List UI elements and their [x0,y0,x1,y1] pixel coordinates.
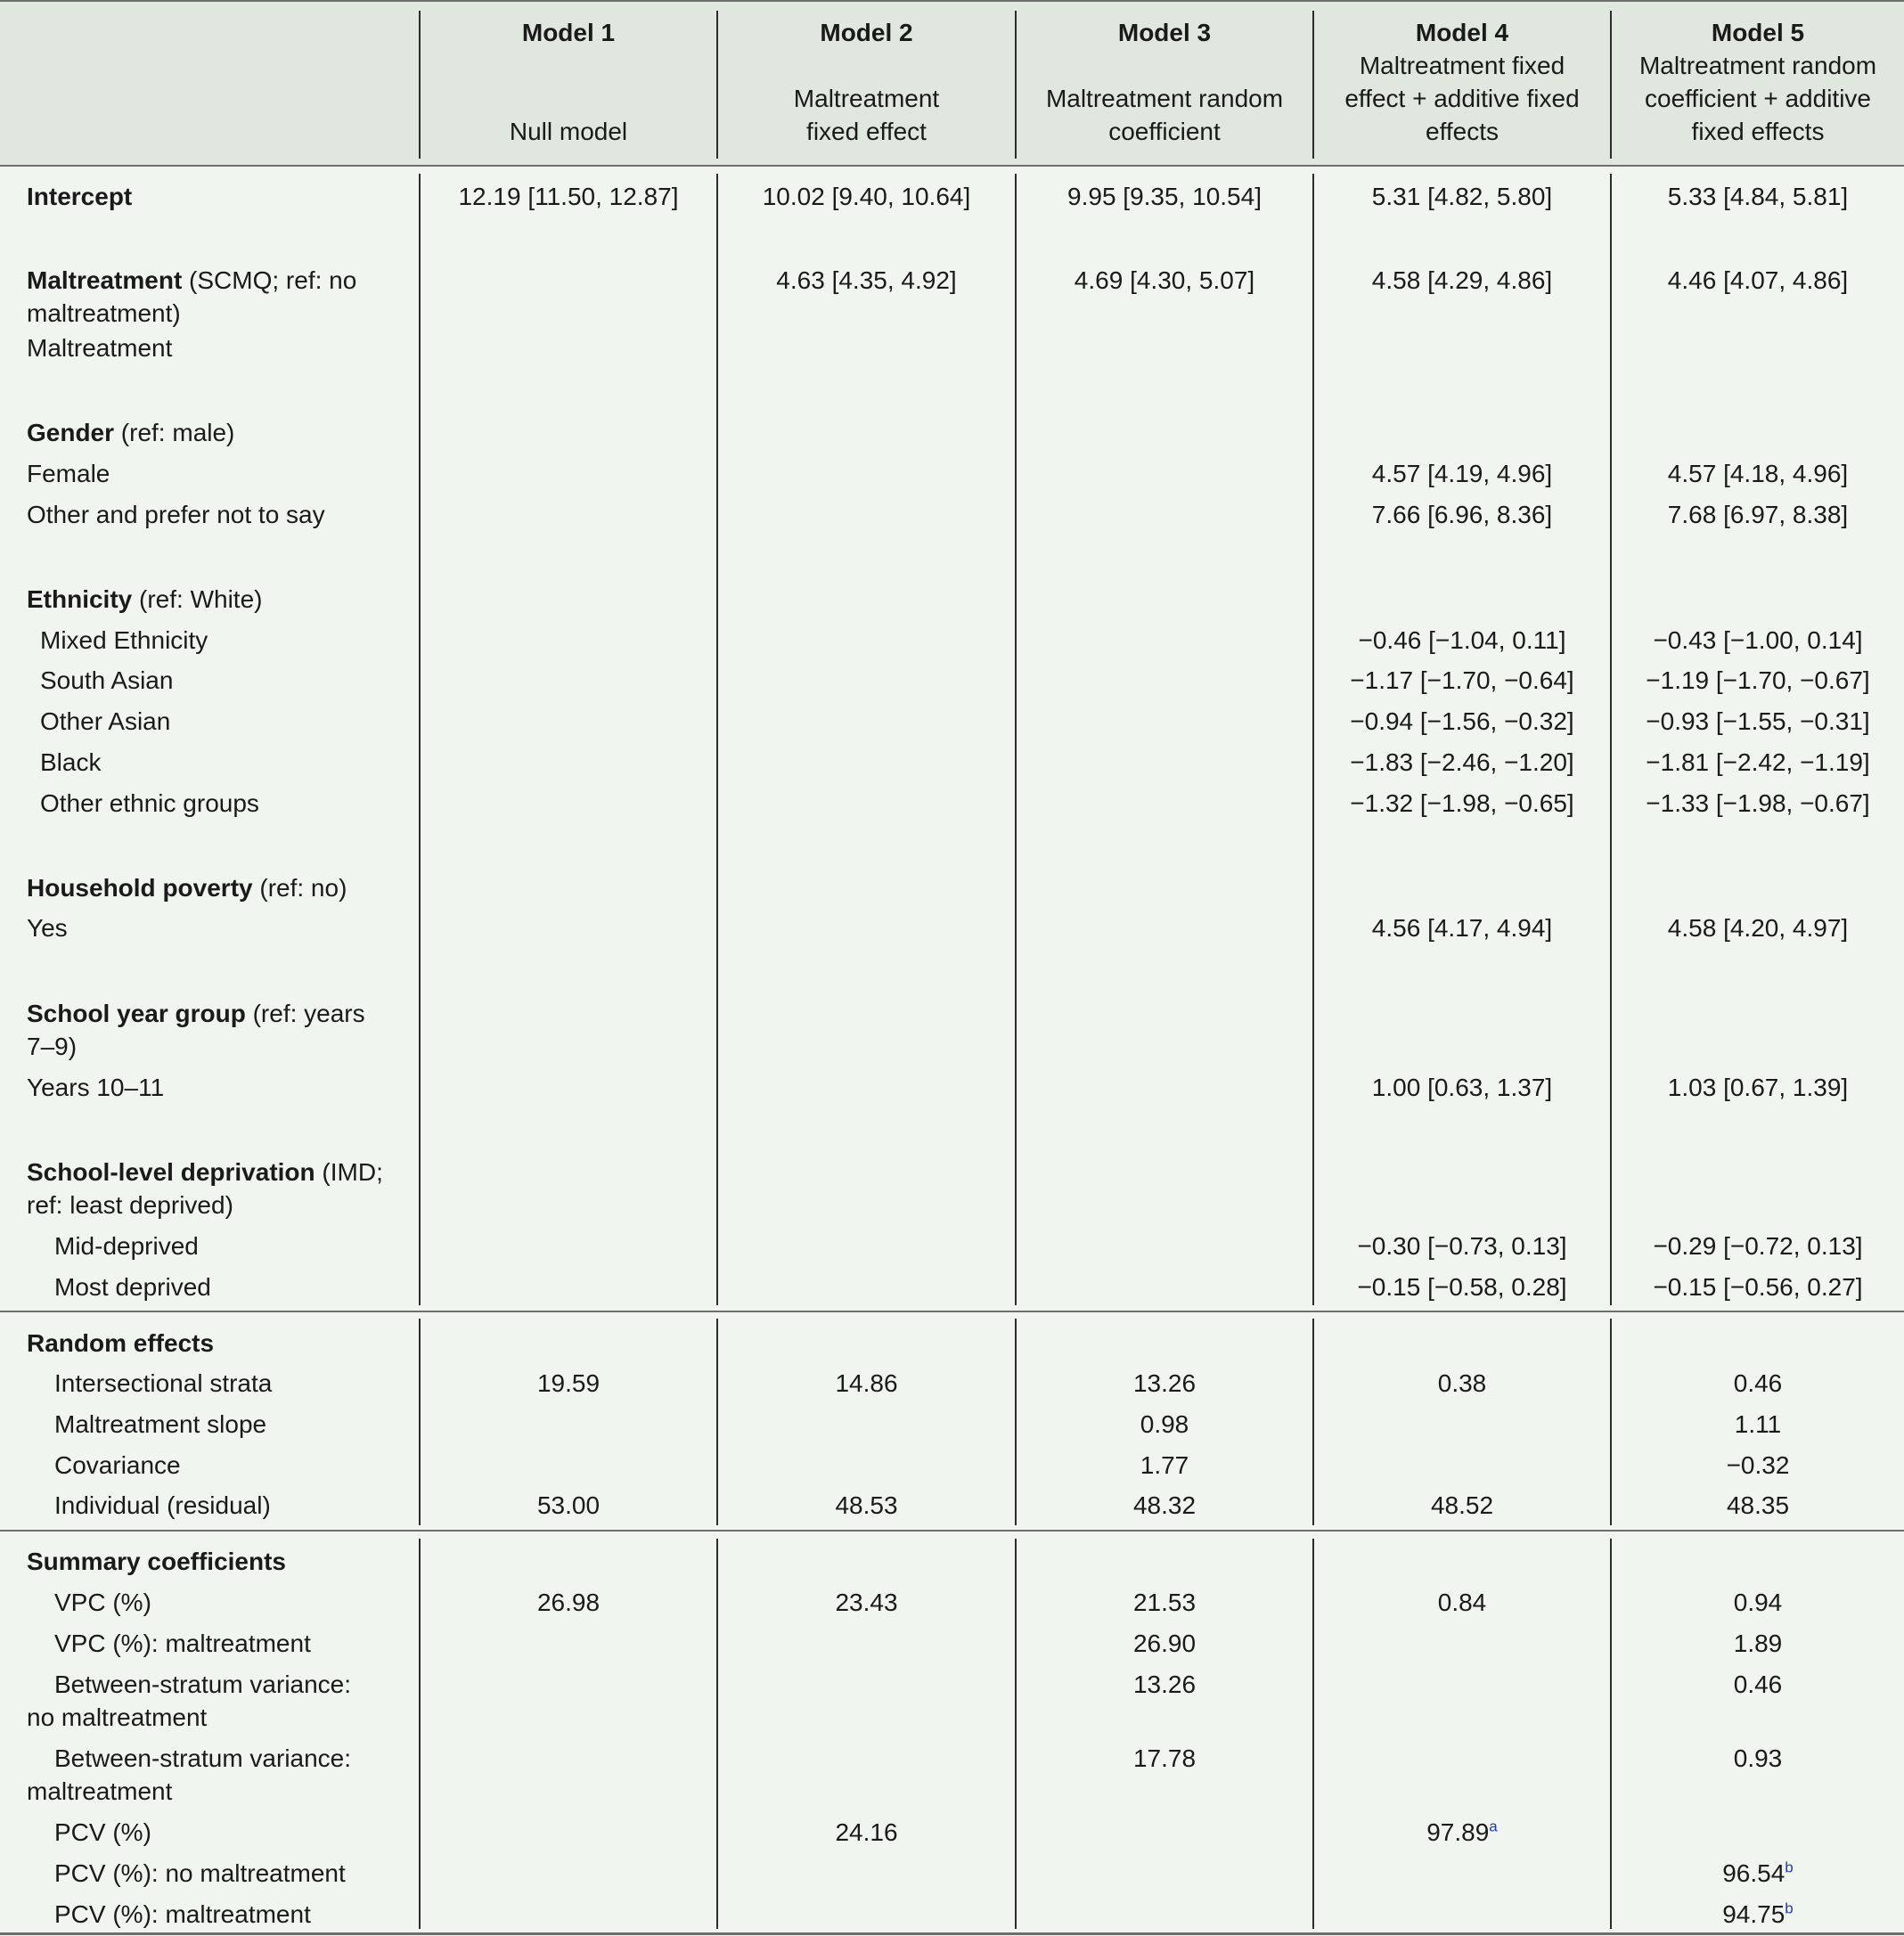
value-cell [1314,1270,1610,1303]
row-label-covariance: Covariance [54,1451,181,1479]
value-text: 53.00 [536,1491,601,1519]
row-label-between-no-maltreatment: Between-stratum variance: no maltreatment [27,1671,352,1731]
value-cell [1017,264,1312,297]
value-text: −0.29 [−0.72, 0.13] [1653,1232,1863,1260]
value-cell [1612,911,1904,944]
value-cell [421,1489,716,1522]
value-text: 0.94 [1733,1589,1783,1616]
value-cell [1612,1270,1904,1303]
value-cell [1314,180,1610,213]
bottom-rule [0,1932,1904,1935]
column-title: Model 2 [820,19,913,46]
value-text: 9.95 [9.35, 10.54] [1067,183,1262,210]
value-cell [718,1367,1015,1400]
row-label-gender: Gender (ref: male) [27,419,235,446]
header-rule [0,165,1904,167]
value-cell [1612,664,1904,697]
column-subtitle: Maltreatment random coefficient + additive fixed effects [1638,52,1877,145]
value-cell [1612,1071,1904,1104]
value-cell [1314,1071,1610,1104]
value-cell [1314,498,1610,531]
footnote-marker: a [1489,1818,1498,1835]
row-label-random-effects: Random effects [27,1329,215,1357]
row-label-pcv-maltreatment: PCV (%): maltreatment [54,1900,311,1928]
value-text: −1.81 [−2.42, −1.19] [1646,748,1870,776]
value-text: 23.43 [835,1589,898,1616]
value-text: −0.94 [−1.56, −0.32] [1350,707,1574,735]
row-label-household-poverty: Household poverty (ref: no) [27,874,347,902]
value-text: 48.53 [835,1491,898,1519]
value-cell [1612,1229,1904,1262]
value-text: 1.00 [0.63, 1.37] [1371,1074,1553,1101]
value-text: 4.46 [4.07, 4.86] [1667,266,1849,294]
value-cell [1612,1898,1904,1931]
value-cell [1314,1229,1610,1262]
value-cell [1612,1489,1904,1522]
value-cell [1017,1449,1312,1482]
value-cell [1612,1408,1904,1441]
row-label-school-deprivation: School-level deprivation (IMD; ref: least deprived) [27,1158,383,1219]
value-text: 0.98 [1140,1410,1189,1438]
value-cell [718,180,1015,213]
value-cell [1612,180,1904,213]
value-cell [1612,705,1904,738]
row-label-individual-residual: Individual (residual) [54,1491,271,1519]
value-cell [1017,1668,1312,1701]
value-text: 96.54 [1722,1859,1786,1887]
value-text: 5.31 [4.82, 5.80] [1371,183,1553,210]
value-cell [1314,264,1610,297]
row-label-intercept: Intercept [27,183,133,210]
value-cell [1314,705,1610,738]
value-text: 7.66 [6.96, 8.36] [1371,501,1553,528]
value-cell [718,1489,1015,1522]
value-cell [1314,1586,1610,1619]
value-text: 4.57 [4.18, 4.96] [1667,460,1849,487]
value-text: −1.19 [−1.70, −0.67] [1646,666,1870,694]
value-text: 4.58 [4.20, 4.97] [1667,914,1849,942]
value-text: −0.15 [−0.58, 0.28] [1357,1273,1567,1301]
value-cell [421,1367,716,1400]
row-label-mixed-ethnicity: Mixed Ethnicity [40,626,208,654]
value-text: 48.32 [1132,1491,1197,1519]
value-cell [1017,1627,1312,1660]
value-text: −0.46 [−1.04, 0.11] [1358,626,1566,654]
value-text: 19.59 [536,1369,601,1397]
value-text: 13.26 [1132,1671,1197,1698]
row-label-other-gender: Other and prefer not to say [27,501,325,528]
value-text: 94.75 [1722,1900,1786,1928]
value-text: 7.68 [6.97, 8.38] [1667,501,1849,528]
value-text: −0.43 [−1.00, 0.14] [1653,626,1863,654]
value-cell [1017,180,1312,213]
value-text: 21.53 [1132,1589,1197,1616]
column-header-model-3 [1017,16,1312,148]
col-divider-3 [1015,174,1017,1305]
value-text: −1.33 [−1.98, −0.67] [1646,789,1870,817]
value-text: 0.46 [1733,1369,1783,1397]
value-cell [1017,1742,1312,1775]
value-text: 48.35 [1726,1491,1790,1519]
value-text: −0.30 [−0.73, 0.13] [1357,1232,1567,1260]
value-text: 14.86 [835,1369,898,1397]
value-cell [718,1816,1015,1849]
column-subtitle: Maltreatment random coefficient [1045,85,1284,145]
value-cell [1314,911,1610,944]
section-rule-summary [0,1530,1904,1532]
value-text: 48.52 [1430,1491,1494,1519]
value-text: −0.15 [−0.56, 0.27] [1653,1273,1863,1301]
col-divider-4 [1312,174,1314,1305]
value-text: 97.89 [1426,1818,1490,1846]
row-label-mid-deprived: Mid-deprived [54,1232,199,1260]
column-header-model-4 [1314,16,1610,148]
value-text: −1.83 [−2.46, −1.20] [1350,748,1574,776]
row-label-maltreatment-slope: Maltreatment slope [54,1410,267,1438]
value-text: 4.69 [4.30, 5.07] [1074,266,1255,294]
section-rule-random-effects [0,1311,1904,1312]
value-cell [1612,457,1904,490]
value-text: 17.78 [1132,1744,1197,1772]
column-title: Model 3 [1117,19,1212,46]
value-cell [1017,1367,1312,1400]
row-label-school-year-group: School year group (ref: years 7–9) [27,1000,365,1060]
value-text: 4.58 [4.29, 4.86] [1371,266,1553,294]
value-text: 0.93 [1733,1744,1783,1772]
value-cell [1612,1668,1904,1701]
value-cell [1314,787,1610,820]
value-text: 0.38 [1437,1369,1487,1397]
column-title: Model 4 [1415,19,1509,46]
value-text: 0.46 [1733,1671,1783,1698]
row-label-south-asian: South Asian [40,666,174,694]
column-title: Model 1 [521,19,616,46]
value-cell [1612,1449,1904,1482]
row-label-yes: Yes [27,914,68,942]
value-cell [1314,624,1610,657]
value-cell [1314,1489,1610,1522]
value-cell [1612,498,1904,531]
value-cell [1612,624,1904,657]
row-label-most-deprived: Most deprived [54,1273,211,1301]
value-text: 1.03 [0.67, 1.39] [1667,1074,1849,1101]
row-label-ethnicity: Ethnicity (ref: White) [27,585,263,613]
footnote-marker: b [1785,1899,1794,1917]
value-cell [1314,1816,1610,1849]
value-text: 4.56 [4.17, 4.94] [1371,914,1553,942]
value-cell [421,1586,716,1619]
column-subtitle: Null model [509,118,628,145]
row-label-pcv: PCV (%) [54,1818,151,1846]
row-label-pcv-no-maltreatment: PCV (%): no maltreatment [54,1859,346,1887]
value-cell [1612,264,1904,297]
value-text: 4.63 [4.35, 4.92] [776,266,957,294]
row-label-female: Female [27,460,110,487]
row-label-other-ethnic-groups: Other ethnic groups [40,789,259,817]
value-cell [1612,1857,1904,1890]
row-label-vpc-maltreatment: VPC (%): maltreatment [54,1630,311,1657]
value-cell [421,180,716,213]
row-label-summary-coefficients: Summary coefficients [27,1548,286,1575]
value-cell [1314,746,1610,779]
value-text: −0.32 [1726,1451,1790,1479]
value-cell [1314,1367,1610,1400]
value-cell [1017,1489,1312,1522]
value-cell [1612,1627,1904,1660]
value-text: −1.32 [−1.98, −0.65] [1350,789,1574,817]
value-cell [718,1586,1015,1619]
column-title: Model 5 [1711,19,1805,46]
column-header-model-5 [1612,16,1904,148]
value-text: 10.02 [9.40, 10.64] [762,183,971,210]
value-cell [718,264,1015,297]
column-subtitle: Maltreatment fixed effect [793,85,940,145]
value-cell [1612,787,1904,820]
row-label-intersectional-strata: Intersectional strata [54,1369,273,1397]
row-label-between-maltreatment: Between-stratum variance: maltreatment [27,1744,352,1805]
value-cell [1612,746,1904,779]
value-cell [1314,664,1610,697]
value-cell [1612,1742,1904,1775]
value-text: 0.84 [1437,1589,1487,1616]
value-text: −1.17 [−1.70, −0.64] [1350,666,1574,694]
value-text: 1.77 [1140,1451,1189,1479]
top-rule [0,0,1904,2]
value-text: −0.93 [−1.55, −0.31] [1646,707,1870,735]
value-cell [1314,457,1610,490]
value-cell [1612,1367,1904,1400]
col-divider-1 [419,174,421,1305]
value-text: 4.57 [4.19, 4.96] [1371,460,1553,487]
row-label-maltreatment: Maltreatment [27,334,173,362]
value-cell [1017,1586,1312,1619]
value-text: 1.11 [1734,1410,1782,1438]
value-text: 13.26 [1132,1369,1197,1397]
row-label-other-asian: Other Asian [40,707,171,735]
column-header-model-1 [421,16,716,148]
column-subtitle: Maltreatment fixed effect + additive fixed effects [1344,52,1580,145]
footnote-marker: b [1785,1858,1794,1876]
value-text: 24.16 [835,1818,898,1846]
row-label-black: Black [40,748,102,776]
column-header-model-2 [718,16,1015,148]
value-cell [1017,1408,1312,1441]
row-label-vpc: VPC (%) [54,1589,151,1616]
value-cell [1612,1586,1904,1619]
row-label-maltreatment-header: Maltreatment (SCMQ; ref: no maltreatment) [27,266,357,327]
row-label-years-10-11: Years 10–11 [27,1074,165,1101]
value-text: 5.33 [4.84, 5.81] [1667,183,1849,210]
value-text: 26.90 [1132,1630,1197,1657]
value-text: 1.89 [1733,1630,1783,1657]
value-text: 12.19 [11.50, 12.87] [458,183,679,210]
value-text: 26.98 [536,1589,601,1616]
col-divider-2 [716,174,718,1305]
col-divider-5 [1610,174,1612,1305]
